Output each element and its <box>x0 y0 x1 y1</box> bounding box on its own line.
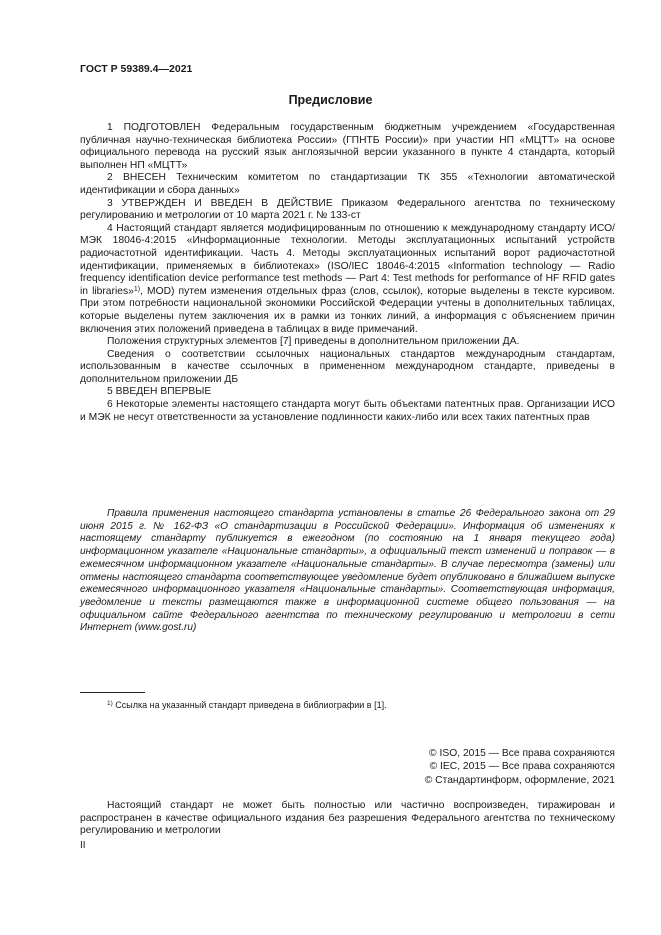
paragraph-modified-part1: 4 Настоящий стандарт является модифицированным по отношению к международному стандарту ИСО/МЭК 18046-4:2015 «Информационные технологии. Методы эксплуатационных испытаний устройств радиочастотной идентификации. Часть 4. Методы эксплуатационных испытаний ворот радиочастотной идентификации, применяемых в библиотеках» (ISO/IEC 18046-4:2015 «Information technology — Radio frequency identification device performance test methods — Part 4: Test methods for performance of HF RFID gates in libraries» <box>80 222 615 297</box>
paragraph-approved: 3 УТВЕРЖДЕН И ВВЕДЕН В ДЕЙСТВИЕ Приказом Федерального агентства по техническому регулированию и метрологии от 10 марта 2021 г. № 133-ст <box>80 197 615 222</box>
paragraph-structural-elements: Положения структурных элементов [7] приведены в дополнительном приложении ДА. <box>107 336 520 348</box>
foreword-body <box>80 122 615 424</box>
footnote-text: Ссылка на указанный стандарт приведена в библиографии в [1]. <box>115 700 387 710</box>
reproduction-notice: Настоящий стандарт не может быть полностью или частично воспроизведен, тиражирован и распространен в качестве официального издания без разрешения Федерального агентства по техническому регулированию и метрологии <box>80 800 615 837</box>
footnote <box>107 700 387 710</box>
paragraph-modified-part2: , MOD) путем изменения отдельных фраз (слов, ссылок), которые выделены в тексте курсивом. При этом потребности национальной экономики Российской Федерации учтены в дополнительных таблицах, которые выделены путем заключения их в рамки из тонких линий, а информация с объяснением причин включения этих положений приведена в таблицах в виде примечаний. <box>80 285 615 335</box>
page-title: Предисловие <box>288 93 373 107</box>
copyright-standartinform: © Стандартинформ, оформление, 2021 <box>424 774 615 786</box>
rules-of-application: Правила применения настоящего стандарта установлены в статье 26 Федерального закона от 29 июня 2015 г. № 162-ФЗ «О стандартизации в Российской Федерации». Информация об изменениях к настоящему стандарту публикуется в ежегодном (по состоянию на 1 января текущего года) информационном указателе «Национальные стандарты», а официальный текст изменений и поправок — в ежемесячном информационном указателе «Национальные стандарты». В случае пересмотра (замены) или отмены настоящего стандарта соответствующее уведомление будет опубликовано в ближайшем выпуске ежемесячного информационного указателя «Национальные стандарты». Соответствующая информация, уведомление и тексты размещаются также в информационной системе общего пользования — на официальном сайте Федерального агентства по техническому регулированию и метрологии в сети Интернет (www.gost.ru) <box>80 508 615 634</box>
page-number: II <box>80 840 86 851</box>
paragraph-patents: 6 Некоторые элементы настоящего стандарта могут быть объектами патентных прав. Организации ИСО и МЭК не несут ответственности за установление подлинности каких-либо или всех таких патентных прав <box>80 399 615 423</box>
paragraph-introduced: 2 ВНЕСЕН Техническим комитетом по стандартизации ТК 355 «Технологии автоматической идентификации и сбора данных» <box>80 172 615 196</box>
footnote-marker: 1) <box>107 700 113 707</box>
paragraph-references: Сведения о соответствии ссылочных национальных стандартов международным стандартам, использованным в качестве ссылочных в примененном международном стандарте, приведены в дополнительном приложении ДБ <box>80 348 615 385</box>
footnote-ref: 1) <box>133 285 141 293</box>
copyright-block <box>425 747 615 787</box>
footnote-divider <box>80 692 145 693</box>
copyright-iec: © IEC, 2015 — Все права сохраняются <box>429 761 615 773</box>
standard-id: ГОСТ Р 59389.4—2021 <box>80 63 193 75</box>
copyright-iso: © ISO, 2015 — Все права сохраняются <box>429 748 615 759</box>
paragraph-first-introduced: 5 ВВЕДЕН ВПЕРВЫЕ <box>107 386 212 398</box>
paragraph-prepared: 1 ПОДГОТОВЛЕН Федеральным государственным бюджетным учреждением «Государственная публичная научно-техническая библиотека России» (ГПНТБ России)» при участии НП «МЦТТ» на основе официального перевода на русский язык англоязычной версии указанного в пункте 4 стандарта, который выполнен НП «МЦТТ» <box>80 122 615 171</box>
paragraph-modified <box>80 223 615 336</box>
